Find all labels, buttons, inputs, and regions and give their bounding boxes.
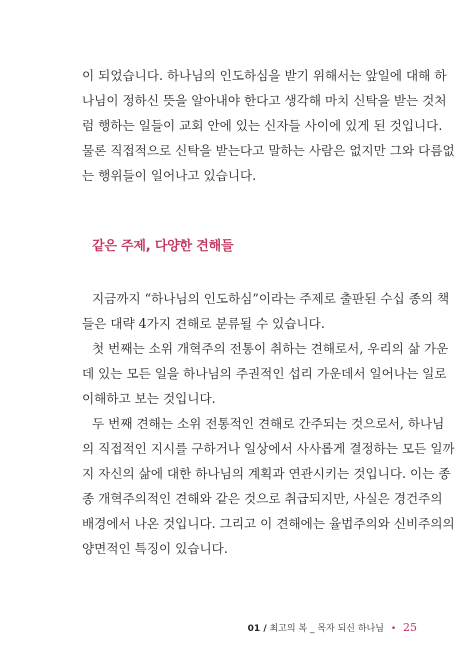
chapter-number: 01 / [247,624,267,634]
section-heading: 같은 주제, 다양한 견해들 [92,239,234,254]
paragraph-line: 럼 행하는 일들이 교회 안에 있는 신자들 사이에 있게 된 것입니다. [82,118,443,133]
paragraph-line: 물론 직접적으로 신탁을 받는다고 말하는 사람은 없지만 그와 다름없 [82,143,455,158]
paragraph-line: 종 개혁주의적인 견해와 같은 것으로 취급되지만, 사실은 경건주의 [82,491,443,506]
section-paragraph [82,286,450,336]
paragraph-line: 는 행위들이 일어나고 있습니다. [82,168,257,183]
paragraph-line: 첫 번째는 소위 개혁주의 전통이 취하는 견해로서, 우리의 삶 가운 [92,341,449,356]
paragraph-line: 이 되었습니다. 하나님의 인도하심을 받기 위해서는 앞일에 대해 하 [82,68,447,83]
page-number: 25 [403,621,417,634]
paragraph-line: 나님이 정하신 뜻을 알아내야 한다고 생각해 마치 신탁을 받는 것처 [82,93,447,108]
section-paragraph [82,336,449,411]
section-paragraph [82,411,455,561]
paragraph-line: 지금까지 “하나님의 인도하심”이라는 주제로 출판된 수십 종의 책 [92,291,450,306]
paragraph-line: 데 있는 모든 일을 하나님의 주권적인 섭리 가운데서 일어나는 일로 [82,366,447,381]
paragraph-line: 양면적인 특징이 있습니다. [82,541,228,556]
paragraph-line: 들은 대략 4가지 견해로 분류될 수 있습니다. [82,316,325,331]
page-footer [248,621,417,634]
bullet-separator: • [390,624,397,634]
chapter-title: 최고의 복 _ 목자 되신 하나님 [269,624,384,634]
paragraph-line: 배경에서 나온 것입니다. 그리고 이 견해에는 율법주의와 신비주의의 [82,516,455,531]
intro-paragraph [82,63,455,188]
paragraph-line: 의 직접적인 지시를 구하거나 일상에서 사사롭게 결정하는 모든 일까 [82,441,455,456]
paragraph-line: 두 번째 견해는 소위 전통적인 견해로 간주되는 것으로서, 하나님 [92,416,445,431]
paragraph-line: 지 자신의 삶에 대한 하나님의 계획과 연관시키는 것입니다. 이는 종 [82,466,451,481]
paragraph-line: 이해하고 보는 것입니다. [82,391,216,406]
